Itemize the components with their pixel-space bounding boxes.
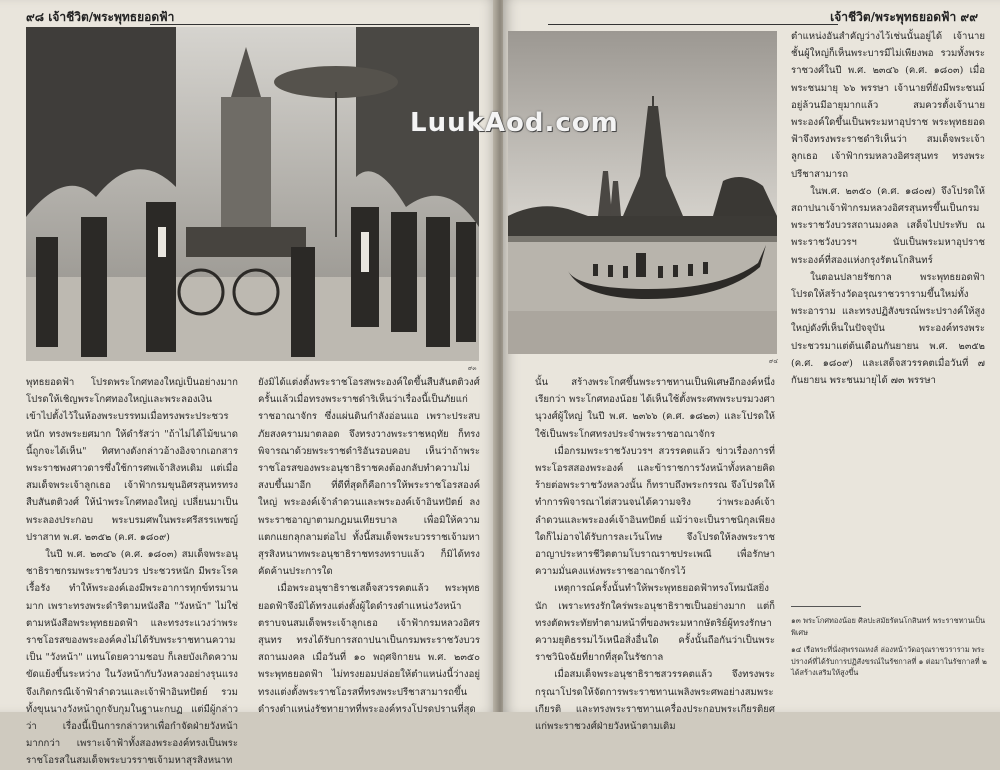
paragraph: เมื่อสมเด็จพระอนุชาธิราชสวรรคตแล้ว จึงทรงพระกรุณาโปรดให้จัดการพระราชทานเพลิงพระศพอย่างสมพระเกียรติ และทรงพระราชทานเครื่องประกอบพระเกียรติยศแก่พระราชวงศ์ฝ่ายวังหน้าตามเดิม	[535, 669, 775, 733]
left-page-header: ๙๘ เจ้าชีวิต/พระพุทธยอดฟ้า	[26, 10, 175, 24]
left-photo-caption-number: ๙๓	[468, 365, 477, 372]
right-text-column-2	[791, 28, 985, 602]
paragraph: ในพ.ศ. ๒๓๕๐ (ค.ศ. ๑๘๐๗) จึงโปรดให้สถาปนาเจ้าฟ้ากรมหลวงอิศรสุนทรขึ้นเป็นกรมพระราชวังบวรสถานมงคล เสด็จไปประทับ ณ พระราชวังบวรฯ นับเป็นพระมหาอุปราชพระองค์ที่สองแห่งกรุงรัตนโกสินทร์	[791, 185, 985, 266]
left-header-rule	[150, 24, 470, 25]
footnote-rule	[791, 606, 861, 607]
footnote: ๑๔ เรือพระที่นั่งสุพรรณหงส์ ล่องหน้าวัดอรุณราชวราราม พระปรางค์ที่ได้รับการปฏิสังขรณ์ในรัชกาลที่ ๑ ต่อมาในรัชกาลที่ ๒ ได้สร้างเสริมให้สูงขึ้น	[791, 645, 987, 677]
paragraph: เมื่อกรมพระราชวังบวรฯ สวรรคตแล้ว ข่าวเรื่องการที่พระโอรสสองพระองค์ และข้าราชการวังหน้าทั้งหลายคิดร้ายต่อพระราชวังหลวงนั้น ก็ทราบถึงพระกรรณ จึงโปรดให้ทำการพิจารณาไต่สวนจนได้ความจริง ว่าพระองค์เจ้าลำดวนและพระองค์เจ้าอินทปัตย์ แม้ว่าจะเป็นราชนิกุลเพียงใดก็ไม่อาจได้รับการละเว้นโทษ จึงโปรดให้ลงพระราชอาญาประหารชีวิตตามโบราณราชประเพณี เพื่อรักษาความมั่นคงแห่งพระราชอาณาจักรไว้	[535, 445, 775, 578]
paragraph: เมื่อพระอนุชาธิราชเสด็จสวรรคตแล้ว พระพุทธยอดฟ้าจึงมิได้ทรงแต่งตั้งผู้ใดดำรงตำแหน่งวังหน้า ตราบจนสมเด็จพระเจ้าลูกเธอ เจ้าฟ้ากรมหลวงอิศรสุนทร ทรงได้รับการสถาปนาเป็นกรมพระราชวังบวรสถานมงคล เมื่อวันที่ ๑๐ พฤศจิกายน พ.ศ. ๒๓๕๐ พระพุทธยอดฟ้า ไม่ทรงยอมปล่อยให้ตำแหน่งนี้ว่างอยู่ ทรงแต่งตั้งพระราชโอรสที่ทรงพระปรีชาสามารถขึ้นดำรงตำแหน่งรัชทายาทที่พระองค์ทรงโปรดปรานที่สุด	[258, 583, 480, 715]
footnote: ๑๓ พระโกศทองน้อย ศิลปะสมัยรัตนโกสินทร์ พระราชทานเป็นพิเศษ	[791, 616, 986, 637]
paragraph: ยังมิได้แต่งตั้งพระราชโอรสพระองค์ใดขึ้นสืบสันตติวงศ์ ครั้นแล้วเมื่อทรงพระราชดำริเห็นว่าเรื่องนี้เป็นภัยแก่ราชอาณาจักร ซึ่งแผ่นดินกำลังอ่อนแอ เพราะประสบภัยสงครามมาตลอด จึงทรงวางพระราชหฤทัย ก็ทรงพิจารณาด้วยพระราชดำริอันรอบคอบ เห็นว่าถ้าพระราชโอรสของพระอนุชาธิราชคงต้องกลับทำความไม่สงบขึ้นมาอีก ที่ดีที่สุดก็คือการให้พระราชโอรสองค์ใหญ่ พระองค์เจ้าลำดวนและพระองค์เจ้าอินทปัตย์ ลงพระราชอาญาตามกฎมนเทียรบาล เพื่อมิให้ความแตกแยกลุกลามต่อไป ทั้งนี้สมเด็จพระบวรราชเจ้ามหาสุรสิงหนาทพระอนุชาธิราชทรงทราบแล้ว ก็มิได้ทรงคัดค้านประการใด	[258, 377, 480, 578]
right-page-header: เจ้าชีวิต/พระพุทธยอดฟ้า ๙๙	[830, 10, 978, 24]
right-page	[503, 0, 1000, 733]
left-page	[0, 0, 497, 767]
paragraph: ตำแหน่งอันสำคัญว่างไว้เช่นนั้นอยู่ได้ เจ้านายชั้นผู้ใหญ่ก็เห็นพระบารมีไม่เพียงพอ รวมทั้งพระราชวงศ์ในปี พ.ศ. ๒๓๔๖ (ค.ศ. ๑๘๐๓) เมื่อพระชนมายุ ๖๖ พรรษา เจ้านายที่ยังมีพระชนม์อยู่ล้วนมีอายุมากแล้ว สมควรตั้งเจ้านายพระองค์ใดขึ้นเป็นพระมหาอุปราช พระพุทธยอดฟ้าจึงทรงพระราชดำริเห็นว่า สมเด็จพระเจ้าลูกเธอ เจ้าฟ้ากรมหลวงอิศรสุนทร ทรงพระปรีชาสามารถ	[791, 31, 985, 180]
left-text-column-2	[258, 374, 480, 715]
paragraph: พุทธยอดฟ้า โปรดพระโกศทองใหญ่เป็นอย่างมาก โปรดให้เชิญพระโกศทองใหญ่และพระลองเงิน เข้าไปตั้งไว้ในห้องพระบรรทมเมื่อทรงพระประชวรหนัก ทรงพระยศมาก ให้ดำรัสว่า "ถ้าไม่ได้ไม้ขนาดนี้ถูกจะได้เห็น" ทิศทางดังกล่าวอ้างอิงจากเอกสารพระราชพงศาวดารซึ่งใช้การศพเจ้าสิงหเดิม แต่เมื่อสมเด็จพระเจ้าลูกเธอ เจ้าฟ้ากรมขุนอิศรสุนทรทรงสืบสันตติวงศ์ ให้นำพระโกศทองใหญ่ เปลี่ยนมาเป็นพระลองประกอบ พระบรมศพในพระศรีสรรเพชญ์ปราสาท พ.ศ. ๒๓๕๒ (ค.ศ. ๑๘๐๙)	[26, 377, 238, 543]
royal-barge-wat-arun-photo	[508, 31, 777, 354]
site-watermark: LuukAod.com	[410, 108, 619, 138]
paragraph: ในปี พ.ศ. ๒๓๔๖ (ค.ศ. ๑๘๐๓) สมเด็จพระอนุชาธิราชกรมพระราชวังบวร ประชวรหนัก มีพระโรคเรื้อรัง ทำให้พระองค์เองมีพระอาการทุกข์ทรมานมาก เพราะทรงพระดำริตามหนังสือ "วังหน้า" ไม่ใช่ตามหนังสือพระพุทธยอดฟ้า และทรงระแวงว่าพระราชโอรสของพระองค์คงไม่ได้รับพระราชทานความเป็น "วังหน้า" แทนโดยความชอบ ก็เลยบังเกิดความขัดแย้งขึ้นระหว่าง ในวังหน้ากับวังหลวงอย่างรุนแรง จึงเกิดกรณีเจ้าฟ้าลำดวนและเจ้าฟ้าอินทปัตย์ รวมทั้งขุนนางวังหน้าถูกจับกุมในฐานะกบฏ แต่มีผู้กล่าวว่า เรื่องนี้เป็นการกล่าวหาเพื่อกำจัดฝ่ายวังหน้ามากกว่า เพราะเจ้าฟ้าทั้งสองพระองค์ทรงเป็นพระราชโอรสในสมเด็จพระบวรราชเจ้ามหาสุรสิงหนาท	[26, 549, 238, 767]
paragraph: เหตุการณ์ครั้งนั้นทำให้พระพุทธยอดฟ้าทรงโทมนัสยิ่งนัก เพราะทรงรักใคร่พระอนุชาธิราชเป็นอย่างมาก แต่ก็ทรงตัดพระทัยทำตามหน้าที่ของพระมหากษัตริย์ผู้ทรงรักษาความยุติธรรมไว้เหนือสิ่งอื่นใด ครั้งนั้นถือกันว่าเป็นพระราชวินิจฉัยที่ยากที่สุดในรัชกาล	[535, 583, 775, 664]
left-text-column-1	[26, 374, 238, 767]
paragraph: นั้น สร้างพระโกศขึ้นพระราชทานเป็นพิเศษอีกองค์หนึ่ง เรียกว่า พระโกศทองน้อย ได้เห็นใช้ตั้งพระศพพระบรมวงศานุวงศ์ผู้ใหญ่ ในปี พ.ศ. ๒๓๖๖ (ค.ศ. ๑๘๒๓) และโปรดให้ใช้เป็นพระโกศทรงประจำพระราชอาณาจักร	[535, 377, 775, 440]
footnotes	[791, 606, 987, 685]
right-header-rule	[548, 24, 838, 25]
right-text-column-1	[535, 374, 775, 733]
royal-procession-photo	[26, 27, 479, 361]
right-photo-caption-number: ๙๔	[769, 358, 778, 365]
paragraph: ในตอนปลายรัชกาล พระพุทธยอดฟ้า โปรดให้สร้างวัดอรุณราชวรารามขึ้นใหม่ทั้งพระอาราม และทรงปฏิสังขรณ์พระปรางค์ให้สูงใหญ่ดังที่เห็นในปัจจุบัน พระองค์ทรงพระประชวรมาแต่ต้นเดือนกันยายน พ.ศ. ๒๓๕๒ (ค.ศ. ๑๘๐๙) และเสด็จสวรรคตเมื่อวันที่ ๗ กันยายน พระชนมายุได้ ๗๓ พรรษา	[791, 271, 985, 387]
